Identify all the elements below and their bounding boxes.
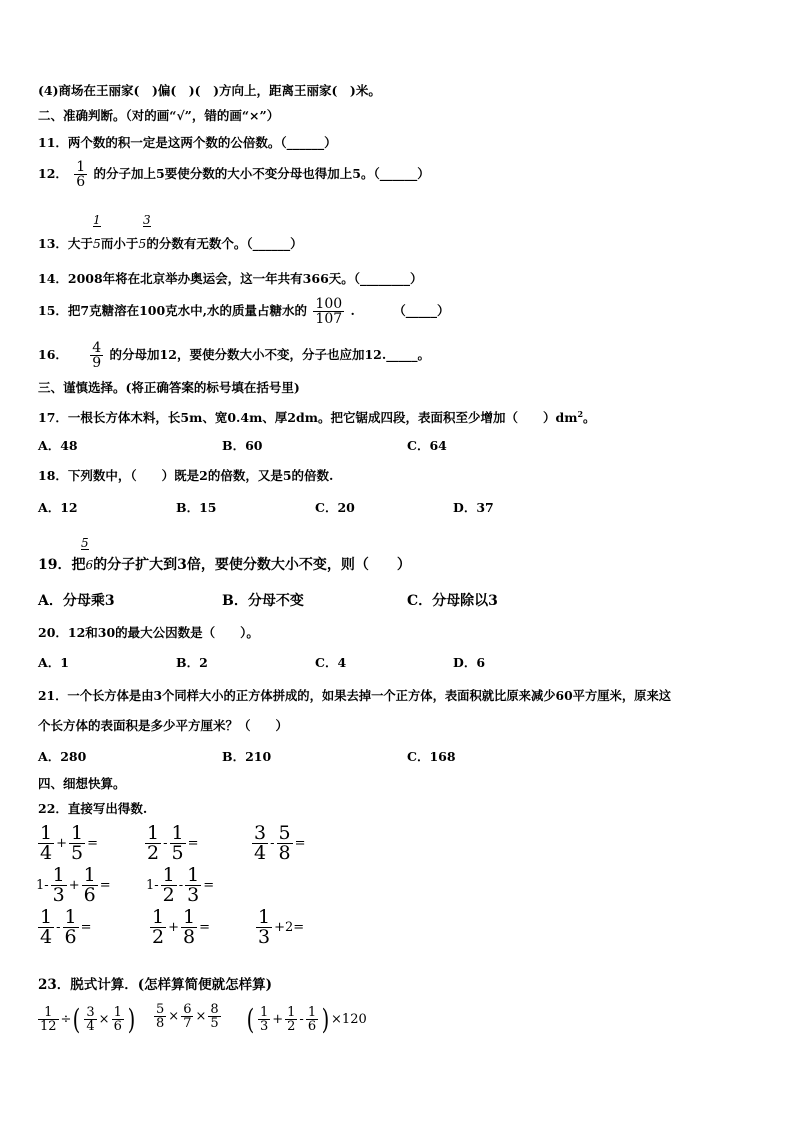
q12-text: 的分子加上5要使分数的大小不变分母也得加上5。（______） <box>93 166 430 181</box>
q20-option-b[interactable]: B．2 <box>176 655 208 670</box>
calc-23-3: ( $\frac{1}{3}$ + $\frac{1}{2}$ - $\frac{1}{6}$ ) ×120 <box>246 1003 367 1036</box>
q17-superscript: 2 <box>577 409 584 419</box>
q19-option-a[interactable]: A．分母乘3 <box>38 593 115 609</box>
q18-option-b[interactable]: B．15 <box>176 500 217 515</box>
q16-number: 16． <box>38 347 68 362</box>
q19-option-c[interactable]: C．分母除以3 <box>407 593 498 609</box>
q20-option-d[interactable]: D．6 <box>453 655 486 670</box>
q13-f2-denominator: 5 <box>138 236 147 251</box>
calc-23-2: $\frac{5}{8}$ × $\frac{6}{7}$ × $\frac{8}{5}$ <box>156 1002 219 1031</box>
question-12 <box>38 160 430 189</box>
question-15 <box>38 297 449 326</box>
q21-option-c[interactable]: C．168 <box>407 749 456 764</box>
calc-2-2: 1- $\frac{1}{2}$ - $\frac{1}{3}$ = <box>146 864 215 906</box>
q21-option-a[interactable]: A．280 <box>38 749 87 764</box>
q19-prefix: 19．把 <box>38 557 86 573</box>
q18-option-d[interactable]: D．37 <box>453 500 494 515</box>
q15-blank: （_____） <box>393 303 450 318</box>
question-19 <box>38 557 411 573</box>
q17-option-c[interactable]: C．64 <box>407 438 447 453</box>
q15-fraction: $\frac{100}{107}$ <box>315 296 343 327</box>
q21-option-b[interactable]: B．210 <box>222 749 272 764</box>
q17-option-a[interactable]: A．48 <box>38 438 78 453</box>
question-21-line-1: 21．一个长方体是由3个同样大小的正方体拼成的，如果去掉一个正方体，表面积就比原来减少60平方厘米，原来这 <box>38 688 672 703</box>
calc-23-1: $\frac{1}{12}$ ÷ ( $\frac{3}{4}$ × $\frac{1}{6}$ ) <box>40 1003 136 1036</box>
question-18: 18．下列数中，（ ）既是2的倍数，又是5的倍数. <box>38 468 334 483</box>
calc-1-1: $\frac{1}{4}$ + $\frac{1}{5}$ = <box>40 822 98 864</box>
q13-f1-numerator: 1 <box>93 213 101 227</box>
q18-option-a[interactable]: A．12 <box>38 500 78 515</box>
q19-numerator: 5 <box>81 536 89 550</box>
calc-3-3: $\frac{1}{3}$ +2= <box>258 906 305 948</box>
question-22: 22．直接写出得数. <box>38 801 148 816</box>
calc-3-2: $\frac{1}{2}$ + $\frac{1}{8}$ = <box>152 906 210 948</box>
question-11: 11．两个数的积一定是这两个数的公倍数。（______） <box>38 135 337 150</box>
calc-1-3: $\frac{3}{4}$ - $\frac{5}{8}$ = <box>254 822 306 864</box>
q16-fraction: $\frac{4}{9}$ <box>92 340 102 371</box>
q17-text: 17．一根长方体木料，长5m、宽0.4m、厚2dm。把它锯成四段，表面积至少增加（ ）dm <box>38 410 578 426</box>
calc-3-1: $\frac{1}{4}$ - $\frac{1}{6}$ = <box>40 906 92 948</box>
calc-1-2: $\frac{1}{2}$ - $\frac{1}{5}$ = <box>147 822 199 864</box>
q19-text: 的分子扩大到3倍，要使分数大小不变，则（ ） <box>93 557 411 573</box>
question-20: 20．12和30的最大公因数是（ ）。 <box>38 625 259 640</box>
q4-line: (4)商场在王丽家( )偏( )( )方向上，距离王丽家( )米。 <box>38 83 381 98</box>
q20-option-c[interactable]: C．4 <box>315 655 347 670</box>
question-13 <box>38 236 303 252</box>
q18-option-c[interactable]: C．20 <box>315 500 355 515</box>
q15-period: . <box>350 303 355 318</box>
question-21-line-2: 个长方体的表面积是多少平方厘米？（ ） <box>38 718 289 733</box>
q17-option-b[interactable]: B．60 <box>222 438 263 453</box>
q13-f2-numerator: 3 <box>143 213 151 227</box>
section-2-heading: 二、准确判断。（对的画“√”，错的画“×”） <box>38 108 280 123</box>
question-16 <box>38 341 430 370</box>
q15-text: 15．把7克糖溶在100克水中,水的质量占糖水的 <box>38 303 308 318</box>
q19-denominator: 6 <box>85 558 94 572</box>
q13-text-a: 大于 <box>67 236 93 251</box>
question-17 <box>38 406 596 426</box>
q16-text: 的分母加12，要使分数大小不变，分子也应加12._____。 <box>109 347 430 362</box>
section-3-heading: 三、谨慎选择。(将正确答案的标号填在括号里) <box>38 380 300 395</box>
calc-2-1: 1- $\frac{1}{3}$ + $\frac{1}{6}$ = <box>36 864 111 906</box>
section-4-heading: 四、细想快算。 <box>38 776 126 791</box>
q19-option-b[interactable]: B．分母不变 <box>222 593 304 609</box>
q17-end: 。 <box>583 410 596 426</box>
q13-text-b: 而小于 <box>100 236 139 251</box>
question-23: 23．脱式计算．(怎样算简便就怎样算) <box>38 977 273 993</box>
q13-text-c: 的分数有无数个。（______） <box>146 236 303 251</box>
q12-number: 12． <box>38 166 68 181</box>
question-14: 14．2008年将在北京举办奥运会，这一年共有366天。（________） <box>38 271 423 286</box>
q13-number: 13． <box>38 236 68 251</box>
q12-fraction: $\frac{1}{6}$ <box>76 159 86 190</box>
q13-f1-denominator: 5 <box>92 236 101 251</box>
q20-option-a[interactable]: A．1 <box>38 655 69 670</box>
